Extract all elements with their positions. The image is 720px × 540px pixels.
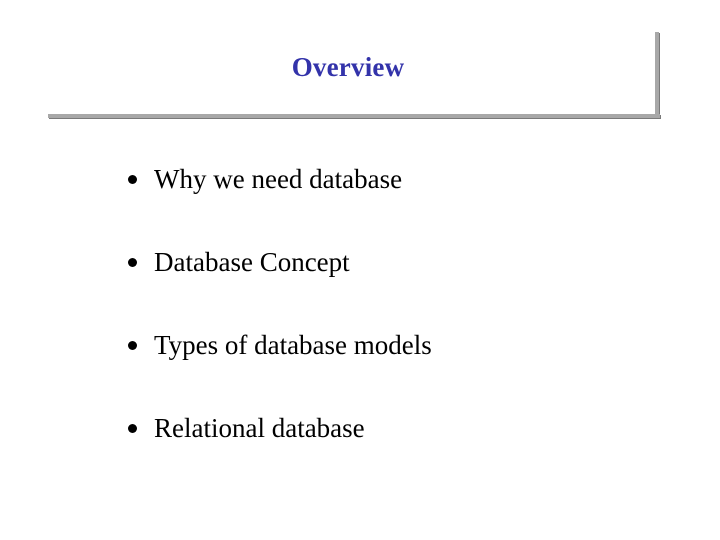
bullet-dot-icon	[128, 424, 137, 433]
bullet-text: Why we need database	[154, 163, 403, 194]
title-frame-bottom-rule	[48, 114, 660, 118]
bullet-text: Database Concept	[154, 246, 350, 277]
bullet-dot-icon	[128, 341, 137, 350]
bullet-text: Relational database	[154, 412, 365, 443]
slide-title: Overview	[291, 52, 405, 82]
bullet-item	[128, 324, 432, 366]
bullet-item	[128, 158, 432, 200]
bullet-text: Types of database models	[154, 329, 432, 360]
bullet-dot-icon	[128, 258, 137, 267]
bullet-list	[128, 158, 432, 490]
bullet-item	[128, 241, 432, 283]
bullet-dot-icon	[128, 175, 137, 184]
bullet-item	[128, 407, 432, 449]
